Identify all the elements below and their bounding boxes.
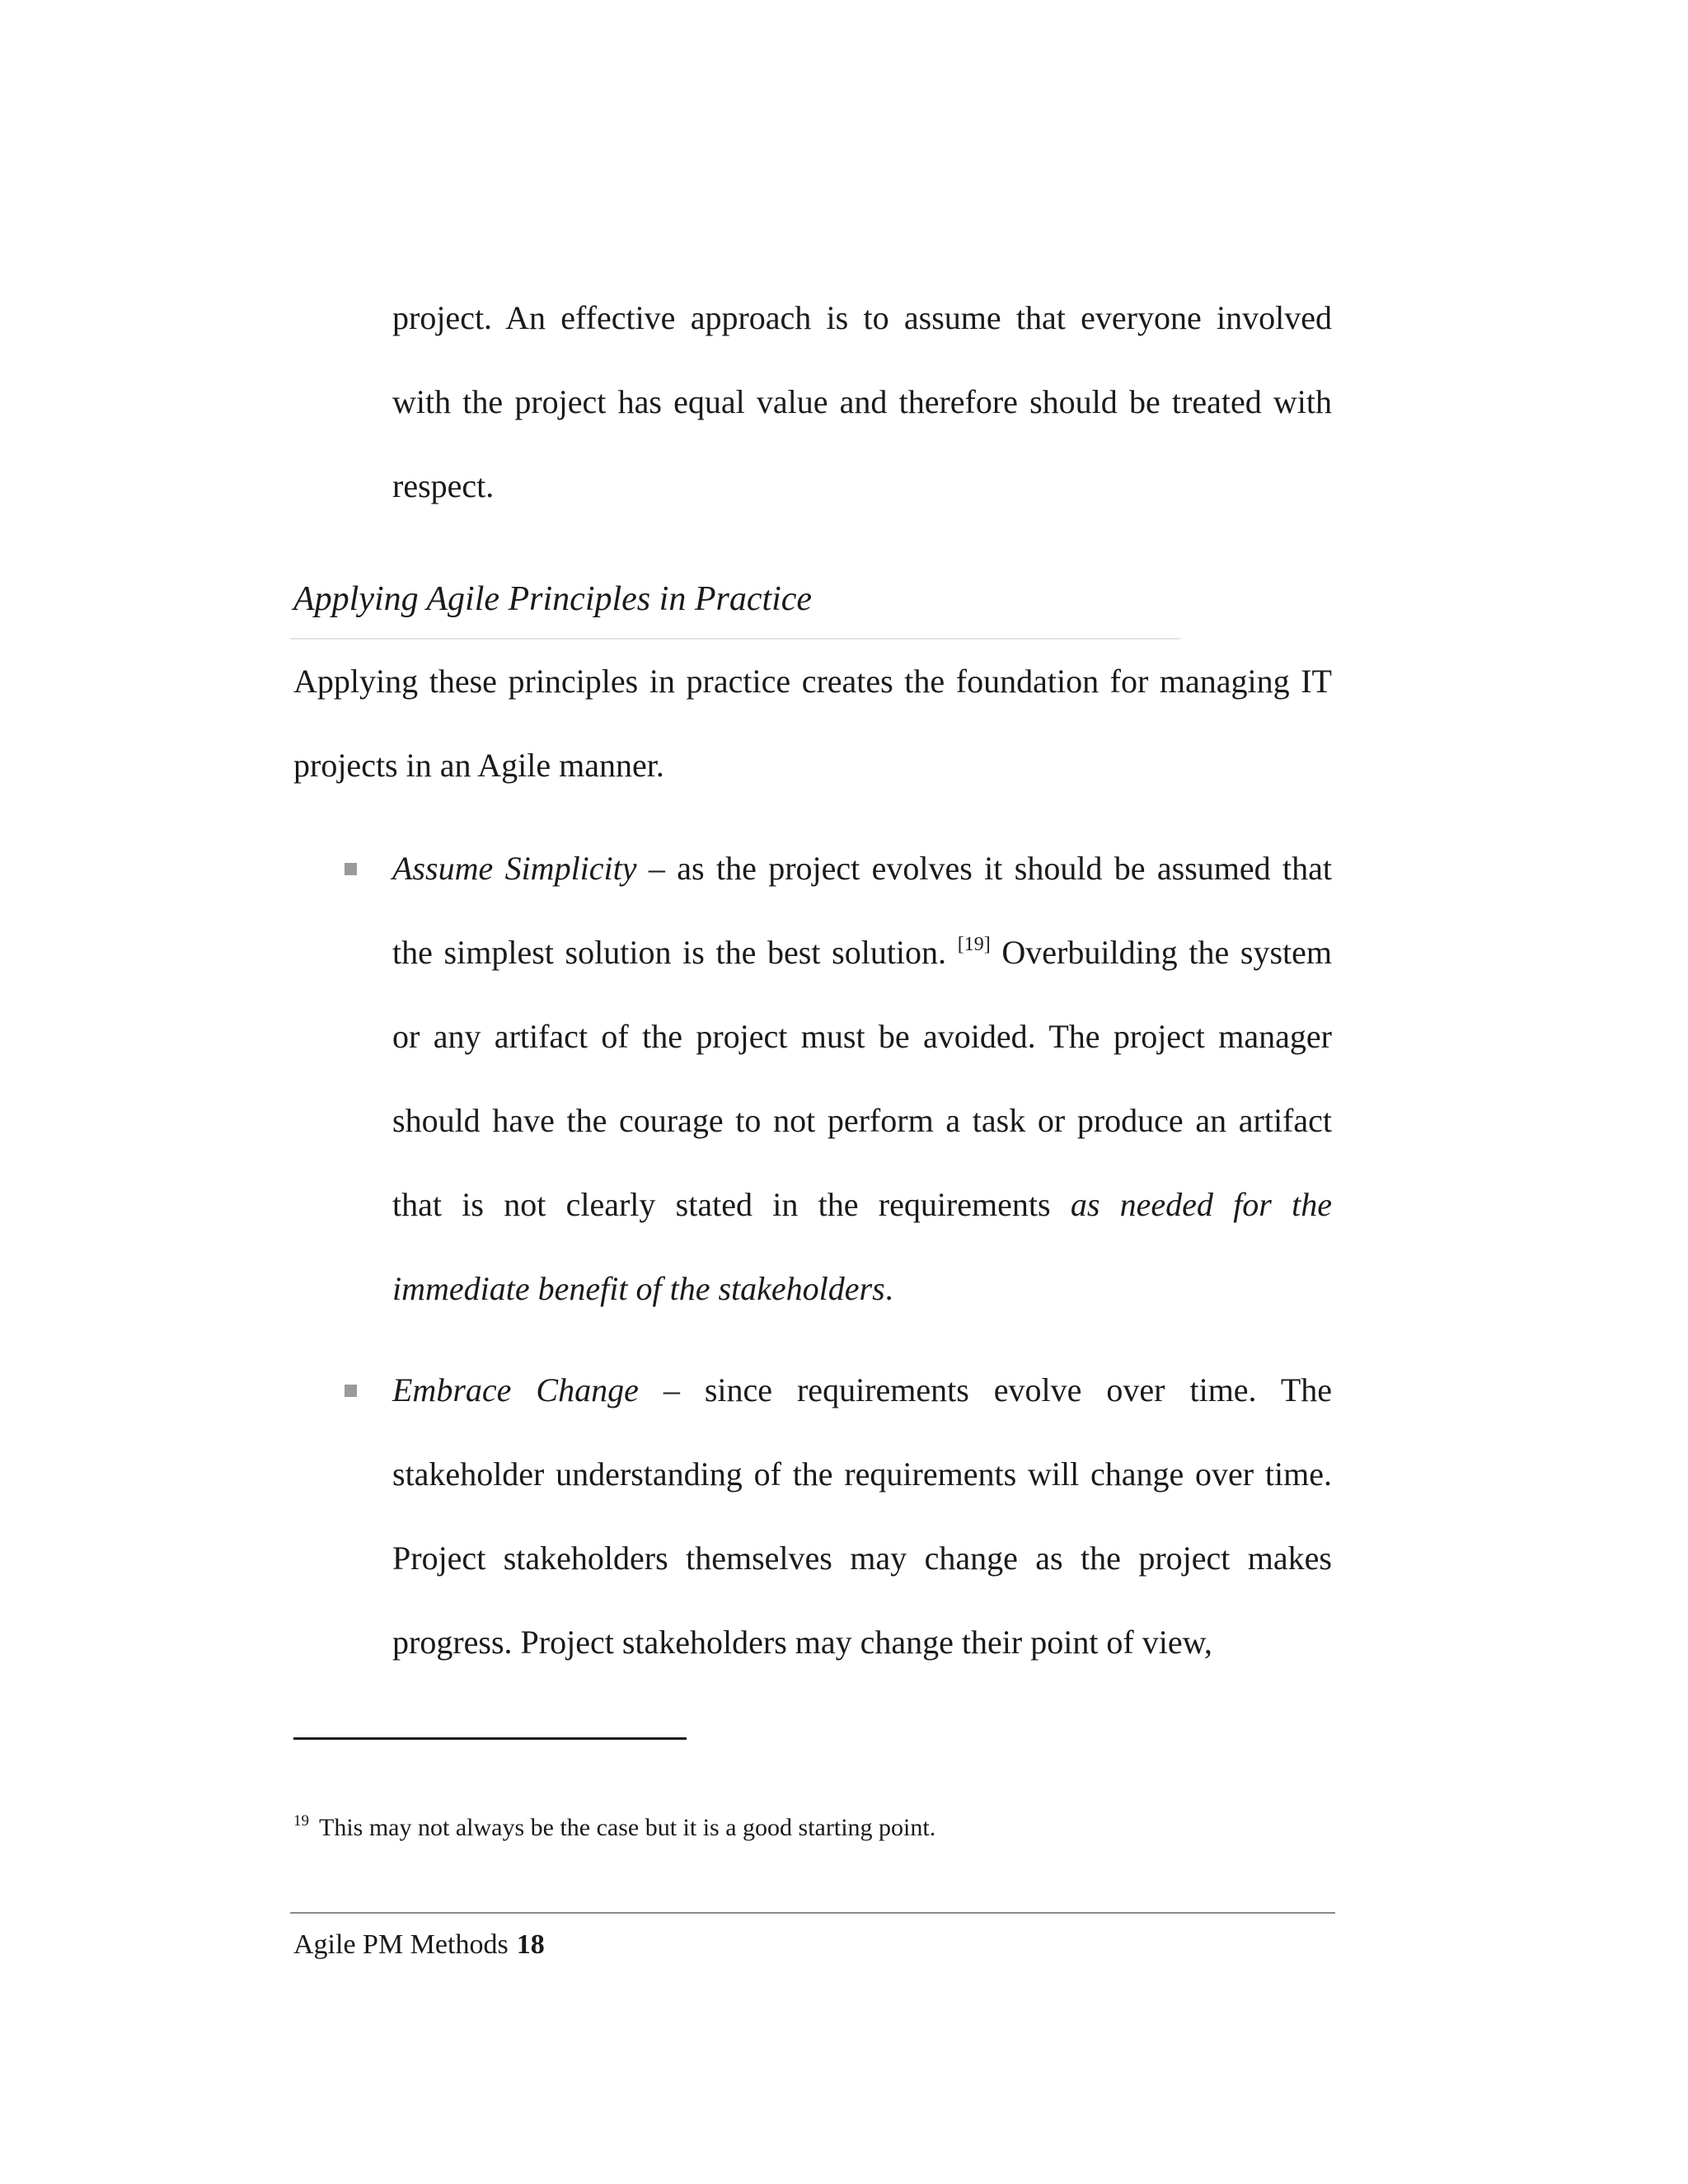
list-item-end: . xyxy=(884,1270,893,1307)
footnote-text: This may not always be the case but it is a good starting point. xyxy=(319,1814,936,1841)
list-item-body: as the project evolves it should be assumed that the simplest solution is the best solution. xyxy=(392,850,1333,971)
list-item-emphasis: as needed for the immediate benefit of the stakeholders xyxy=(392,1186,1333,1307)
list-item-embrace-change xyxy=(392,1348,1332,1685)
section-heading: Applying Agile Principles in Practice xyxy=(293,580,813,618)
square-bullet-icon xyxy=(345,863,357,875)
list-item-dash: – xyxy=(638,1371,705,1408)
list-item-term: Embrace Change xyxy=(392,1371,639,1408)
list-item-body: since requirements evolve over time. The stakeholder understanding of the requirements will change over time. Project stakeholders themselves may change as the project makes progress. Project stakeholders may change their point of view, xyxy=(392,1371,1333,1661)
footer-title: Agile PM Methods xyxy=(293,1929,509,1960)
list-item-dash: – xyxy=(636,850,678,887)
list-item-term: Assume Simplicity xyxy=(392,850,637,887)
square-bullet-icon xyxy=(345,1385,357,1397)
list-item-assume-simplicity xyxy=(392,827,1332,1331)
page-footer xyxy=(293,1925,545,1965)
footnote-reference[interactable]: [19] xyxy=(957,934,991,955)
footnote-separator xyxy=(293,1737,687,1740)
list-item-text xyxy=(392,1348,1332,1685)
section-intro-paragraph: Applying these principles in practice creates the foundation for managing IT projects in an Agile manner. xyxy=(293,663,1332,784)
footnote-number: 19 xyxy=(293,1812,309,1830)
list-item-text xyxy=(392,827,1332,1331)
list-item-body-continued: Overbuilding the system or any artifact of the project must be avoided. The project manager should have the courage to not perform a task or produce an artifact that is not clearly stated in the requirements xyxy=(392,934,1333,1223)
continued-paragraph: project. An effective approach is to assume that everyone involved with the project has equal value and therefore should be treated with respect. xyxy=(392,299,1332,504)
footer-divider xyxy=(290,1912,1335,1914)
page-number: 18 xyxy=(516,1929,545,1960)
footnote xyxy=(293,1811,935,1848)
